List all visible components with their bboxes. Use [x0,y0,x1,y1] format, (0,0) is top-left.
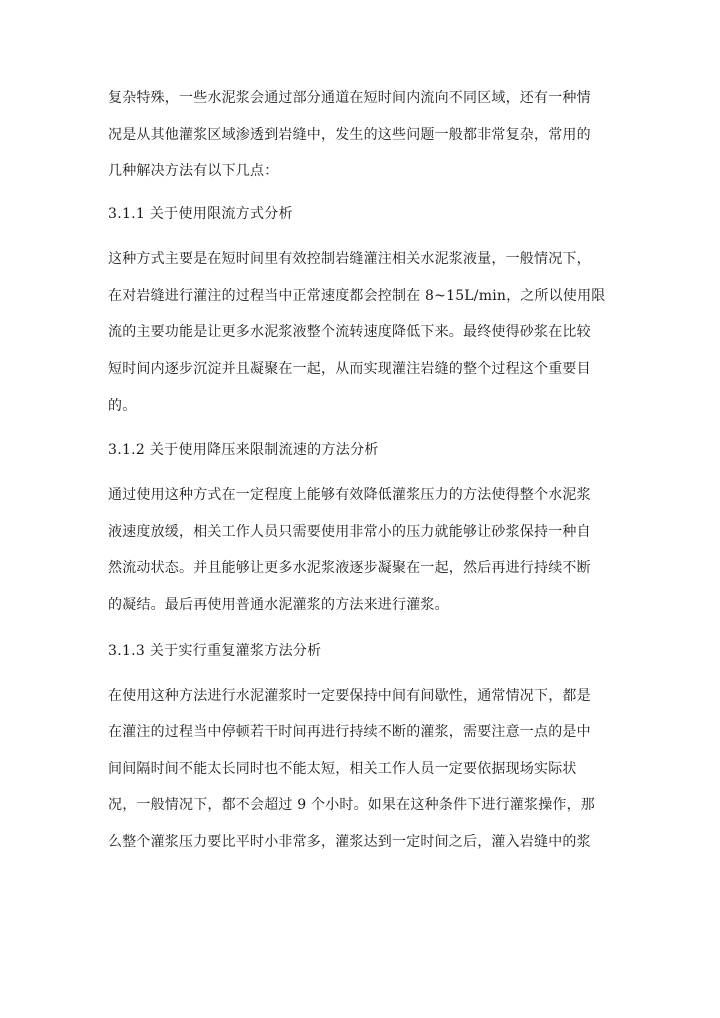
text-line: 况是从其他灌浆区域渗透到岩缝中，发生的这些问题一般都非常复杂，常用的 [108,127,591,143]
text-line: 间间隔时间不能太长同时也不能太短，相关工作人员一定要依据现场实际状 [108,761,577,777]
text-line: 这种方式主要是在短时间里有效控制岩缝灌注相关水泥浆液量，一般情况下， [108,251,591,267]
text-line: 几种解决方法有以下几点： [108,163,279,179]
section-heading: 3.1.3 关于实行重复灌浆方法分析 [108,643,322,659]
section-heading: 3.1.2 关于使用降压来限制流速的方法分析 [108,442,379,458]
text-line: 在对岩缝进行灌注的过程当中正常速度都会控制在 8~15L/min，之所以使用限 [108,288,606,304]
section-heading: 3.1.1 关于使用限流方式分析 [108,206,293,222]
text-line: 况，一般情况下，都不会超过 9 个小时。如果在这种条件下进行灌浆操作，那 [108,797,596,813]
text-line: 然流动状态。并且能够让更多水泥浆液逐步凝聚在一起，然后再进行持续不断 [108,560,591,576]
text-line: 流的主要功能是让更多水泥浆液整个流转速度降低下来。最终使得砂浆在比较 [108,324,591,340]
text-line: 的凝结。最后再使用普通水泥灌浆的方法来进行灌浆。 [108,597,449,613]
text-line: 的。 [108,398,137,414]
text-line: 复杂特殊，一些水泥浆会通过部分通道在短时间内流向不同区域，还有一种情 [108,90,591,106]
text-line: 通过使用这种方式在一定程度上能够有效降低灌浆压力的方法使得整个水泥浆 [108,487,591,503]
text-line: 短时间内逐步沉淀并且凝聚在一起，从而实现灌注岩缝的整个过程这个重要目 [108,361,591,377]
text-line: 液速度放缓，相关工作人员只需要使用非常小的压力就能够让砂浆保持一种自 [108,524,591,540]
text-line: 么整个灌浆压力要比平时小非常多，灌浆达到一定时间之后，灌入岩缝中的浆 [108,834,591,850]
text-line: 在灌注的过程当中停顿若干时间再进行持续不断的灌浆，需要注意一点的是中 [108,724,591,740]
text-line: 在使用这种方法进行水泥灌浆时一定要保持中间有间歇性，通常情况下，都是 [108,688,591,704]
